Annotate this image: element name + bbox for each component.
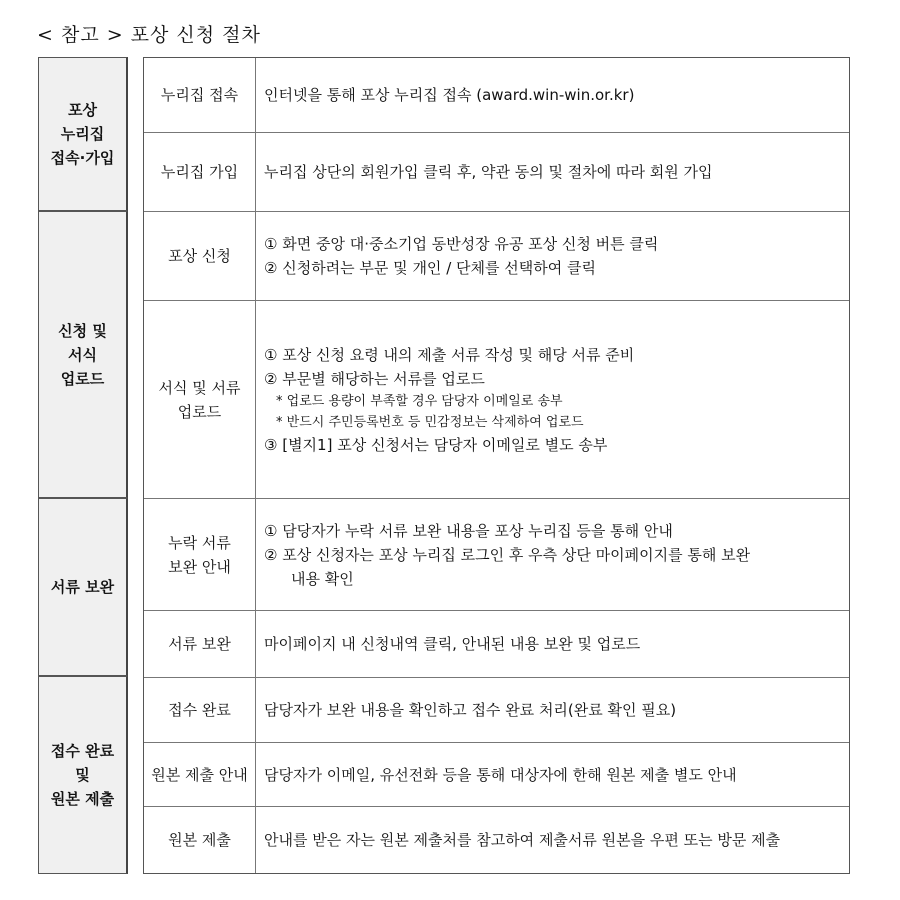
content-line: ① 담당자가 누락 서류 보완 내용을 포상 누리집 등을 통해 안내 <box>264 521 673 540</box>
table-row <box>144 611 849 678</box>
content-line: ① 포상 신청 요령 내의 제출 서류 작성 및 해당 서류 준비 <box>264 345 635 364</box>
row-label: 포상 신청 <box>144 212 256 300</box>
row-content <box>264 743 845 806</box>
content-line: ③ [별지1] 포상 신청서는 담당자 이메일로 별도 송부 <box>264 435 608 454</box>
row-content <box>264 807 845 873</box>
row-label: 서식 및 서류 업로드 <box>144 301 256 498</box>
content-line: 내용 확인 <box>291 569 354 588</box>
content-line: 담당자가 보완 내용을 확인하고 접수 완료 처리(완료 확인 필요) <box>264 701 677 719</box>
row-label: 서류 보완 <box>144 611 256 677</box>
content-line: 담당자가 이메일, 유선전화 등을 통해 대상자에 한해 원본 제출 별도 안내 <box>264 765 737 784</box>
content-line: ② 포상 신청자는 포상 누리집 로그인 후 우측 상단 마이페이지를 통해 보완 <box>264 545 751 564</box>
row-label: 원본 제출 안내 <box>144 743 256 806</box>
content-line: 안내를 받은 자는 원본 제출처를 참고하여 제출서류 원본을 우편 또는 방문 제출 <box>264 831 781 849</box>
table-row <box>144 133 849 212</box>
row-label: 누락 서류 보완 안내 <box>144 499 256 610</box>
row-content <box>264 499 845 610</box>
row-label: 누리집 가입 <box>144 133 256 211</box>
table-row <box>144 58 849 133</box>
table-row <box>144 807 849 873</box>
row-content <box>264 133 845 211</box>
content-line: ② 부문별 해당하는 서류를 업로드 <box>264 369 485 388</box>
content-line: 마이페이지 내 신청내역 클릭, 안내된 내용 보완 및 업로드 <box>264 635 641 653</box>
section-receipt-original: 접수 완료 및 원본 제출 <box>38 676 128 874</box>
row-label: 접수 완료 <box>144 678 256 742</box>
content-line: 누리집 상단의 회원가입 클릭 후, 약관 동의 및 절차에 따라 회원 가입 <box>264 163 713 181</box>
content-line: 인터넷을 통해 포상 누리집 접속 (award.win-win.or.kr) <box>264 86 635 104</box>
row-content <box>264 678 845 742</box>
row-content <box>264 212 845 300</box>
row-label: 누리집 접속 <box>144 58 256 132</box>
row-label: 원본 제출 <box>144 807 256 873</box>
table-row <box>144 678 849 743</box>
table-row <box>144 743 849 807</box>
content-note: * 업로드 용량이 부족할 경우 담당자 이메일로 송부 <box>276 393 563 409</box>
row-content <box>264 301 845 498</box>
content-line: ① 화면 중앙 대·중소기업 동반성장 유공 포상 신청 버튼 클릭 <box>264 235 659 253</box>
row-content <box>264 58 845 132</box>
page-title: < 참고 > 포상 신청 절차 <box>37 24 261 46</box>
table-row <box>144 499 849 611</box>
section-document-supplement: 서류 보완 <box>38 498 128 676</box>
row-content <box>264 611 845 677</box>
content-line: ② 신청하려는 부문 및 개인 / 단체를 선택하여 클릭 <box>264 259 596 277</box>
table-row <box>144 212 849 301</box>
section-apply-upload: 신청 및 서식 업로드 <box>38 211 128 498</box>
procedure-table <box>143 57 850 874</box>
content-note: * 반드시 주민등록번호 등 민감정보는 삭제하여 업로드 <box>276 414 584 430</box>
table-row <box>144 301 849 499</box>
section-access-signup: 포상 누리집 접속·가입 <box>38 57 128 211</box>
